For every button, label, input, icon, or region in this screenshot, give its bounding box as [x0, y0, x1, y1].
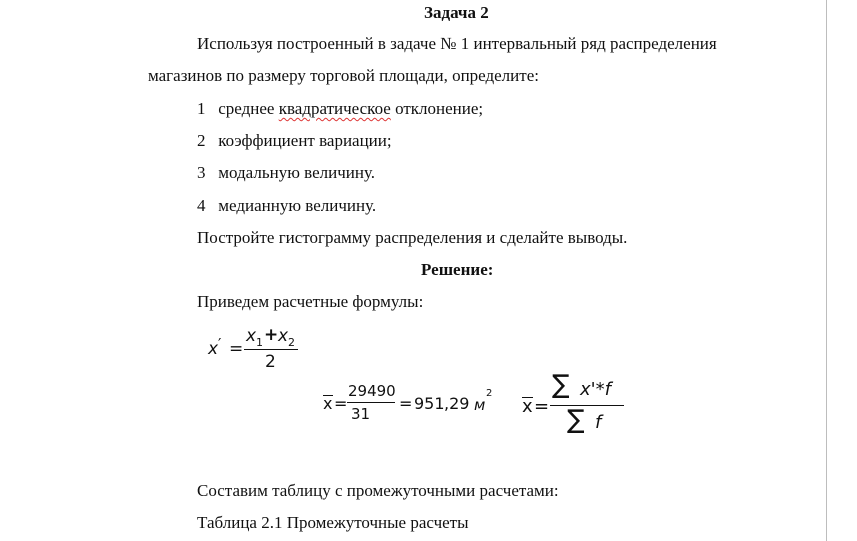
fraction-line [244, 349, 298, 350]
formula-prime: ′ [218, 335, 222, 353]
item-text: модальную величину. [218, 163, 375, 182]
formula-subscript: 1 [256, 336, 263, 349]
formulas-intro: Приведем расчетные формулы: [197, 292, 424, 311]
formula-denominator: f [595, 412, 602, 433]
item-number: 1 [197, 99, 206, 118]
list-item [197, 163, 375, 183]
sigma-symbol: ∑ [552, 370, 570, 400]
table-caption: Таблица 2.1 Промежуточные расчеты [197, 513, 469, 532]
formula-equals: = [229, 339, 244, 359]
item-number: 3 [197, 163, 206, 182]
table-intro: Составим таблицу с промежуточными расчетами: [197, 481, 559, 500]
list-item [197, 131, 392, 151]
formula-plus: + [264, 325, 279, 345]
formula-equals: = [399, 394, 413, 413]
formula-unit: м [474, 396, 486, 414]
formula-numerator: 29490 [348, 382, 396, 400]
formula-lhs: x [208, 339, 219, 359]
formula-result: 951 [414, 394, 445, 413]
formula-subscript: 2 [288, 336, 295, 349]
item-number: 2 [197, 131, 206, 150]
list-item [197, 196, 376, 216]
item-text: отклонение; [390, 99, 484, 118]
fraction-line [347, 402, 395, 403]
fraction-line [550, 405, 624, 406]
formula-numerator-x: x [278, 326, 289, 346]
list-item [197, 99, 483, 119]
formula-equals: = [334, 394, 348, 413]
formula-denominator: 31 [351, 405, 371, 423]
intro-line-2: магазинов по размеру торговой площади, определите: [148, 66, 539, 85]
sigma-symbol: ∑ [567, 405, 585, 435]
page-margin [828, 0, 857, 541]
formula-unit-power: 2 [486, 388, 493, 399]
item-number: 4 [197, 196, 206, 215]
formula-numerator-x: x [246, 326, 257, 346]
formula-lhs: x [522, 396, 533, 417]
formula-result-decimal: ,29 [444, 394, 470, 413]
intro-line-1: Используя построенный в задаче № 1 интервальный ряд распределения [197, 34, 717, 53]
solution-title: Решение: [421, 260, 494, 279]
item-text: медианную величину. [218, 196, 377, 215]
formula-numerator: x'*f [580, 379, 611, 400]
formula-lhs: x [323, 394, 333, 413]
task-title: Задача 2 [424, 3, 489, 22]
formula-equals: = [534, 396, 550, 417]
item-text: коэффициент вариации; [218, 131, 392, 150]
formula-denominator: 2 [265, 352, 276, 372]
instruction: Постройте гистограмму распределения и сделайте выводы. [197, 228, 628, 247]
spellcheck-marked-word[interactable]: квадратическое [278, 99, 391, 118]
item-text: среднее [218, 99, 279, 118]
